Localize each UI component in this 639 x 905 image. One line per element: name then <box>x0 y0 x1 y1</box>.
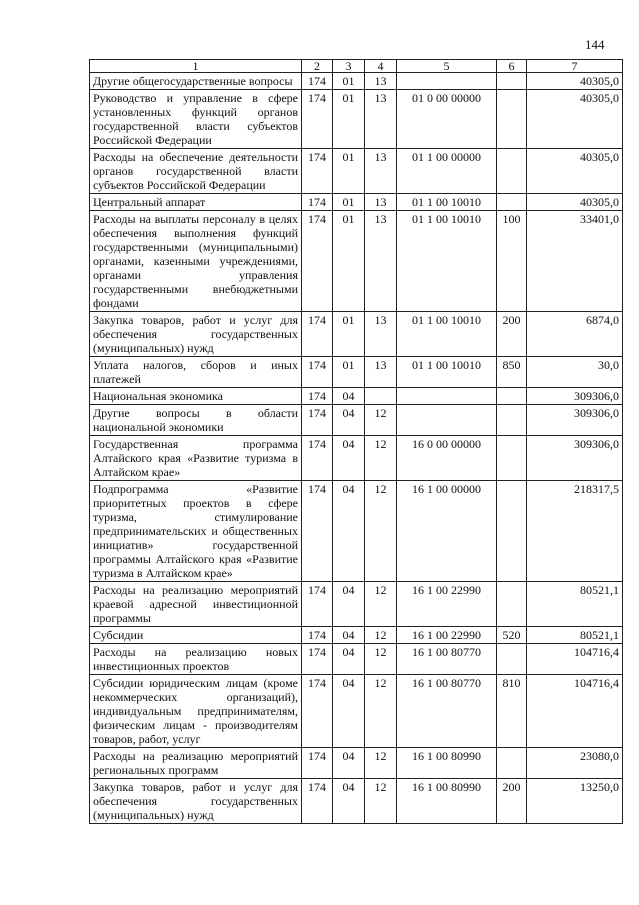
row-target-article-cell: 16 1 00 80770 <box>397 644 497 675</box>
header-cell-4: 4 <box>365 60 397 73</box>
row-section-code-cell: 04 <box>333 627 365 644</box>
row-section-code-cell: 04 <box>333 436 365 481</box>
table-row <box>90 90 623 149</box>
row-target-article-cell: 16 1 00 22990 <box>397 582 497 627</box>
row-target-article-cell: 16 1 00 00000 <box>397 481 497 582</box>
row-target-article-cell: 16 1 00 22990 <box>397 627 497 644</box>
row-ministry-code-cell: 174 <box>302 194 333 211</box>
row-name-cell: Расходы на выплаты персоналу в целях обеспечения выполнения функций государственными (муниципальными) органами, казенными учреждениями, органами управления государственными внебюджетными фондами <box>90 211 302 312</box>
row-amount-cell: 218317,5 <box>527 481 623 582</box>
header-cell-1: 1 <box>90 60 302 73</box>
row-section-code-cell: 04 <box>333 675 365 748</box>
row-target-article-cell: 01 1 00 00000 <box>397 149 497 194</box>
row-section-code-cell: 01 <box>333 211 365 312</box>
row-name-cell: Руководство и управление в сфере установленных функций органов государственной власти субъектов Российской Федерации <box>90 90 302 149</box>
row-ministry-code-cell: 174 <box>302 627 333 644</box>
row-subsection-code-cell: 12 <box>365 779 397 824</box>
row-name-cell: Центральный аппарат <box>90 194 302 211</box>
table-body <box>90 73 623 824</box>
row-name-cell: Расходы на обеспечение деятельности органов государственной власти субъектов Российской Федерации <box>90 149 302 194</box>
table-row <box>90 388 623 405</box>
table-row <box>90 436 623 481</box>
row-target-article-cell <box>397 405 497 436</box>
row-subsection-code-cell: 12 <box>365 405 397 436</box>
row-name-cell: Закупка товаров, работ и услуг для обеспечения государственных (муниципальных) нужд <box>90 779 302 824</box>
table-row <box>90 73 623 90</box>
row-expense-type-cell: 100 <box>497 211 527 312</box>
row-expense-type-cell <box>497 405 527 436</box>
row-amount-cell: 104716,4 <box>527 675 623 748</box>
row-expense-type-cell <box>497 149 527 194</box>
table-row <box>90 627 623 644</box>
row-subsection-code-cell: 12 <box>365 436 397 481</box>
row-expense-type-cell: 850 <box>497 357 527 388</box>
row-ministry-code-cell: 174 <box>302 436 333 481</box>
header-cell-2: 2 <box>302 60 333 73</box>
table-row <box>90 357 623 388</box>
row-amount-cell: 309306,0 <box>527 388 623 405</box>
row-section-code-cell: 01 <box>333 149 365 194</box>
row-target-article-cell: 01 1 00 10010 <box>397 194 497 211</box>
row-subsection-code-cell: 13 <box>365 194 397 211</box>
row-target-article-cell: 16 0 00 00000 <box>397 436 497 481</box>
row-subsection-code-cell: 12 <box>365 644 397 675</box>
row-name-cell: Расходы на реализацию мероприятий региональных программ <box>90 748 302 779</box>
row-expense-type-cell: 810 <box>497 675 527 748</box>
row-section-code-cell: 04 <box>333 582 365 627</box>
row-expense-type-cell <box>497 388 527 405</box>
header-row <box>90 60 623 73</box>
row-target-article-cell: 16 1 00 80770 <box>397 675 497 748</box>
row-amount-cell: 13250,0 <box>527 779 623 824</box>
row-subsection-code-cell: 13 <box>365 73 397 90</box>
budget-table <box>89 59 623 824</box>
row-amount-cell: 309306,0 <box>527 405 623 436</box>
row-ministry-code-cell: 174 <box>302 748 333 779</box>
row-target-article-cell: 01 1 00 10010 <box>397 357 497 388</box>
row-ministry-code-cell: 174 <box>302 357 333 388</box>
row-ministry-code-cell: 174 <box>302 644 333 675</box>
page-number: 144 <box>585 37 605 52</box>
row-section-code-cell: 04 <box>333 644 365 675</box>
row-expense-type-cell: 200 <box>497 779 527 824</box>
row-expense-type-cell: 200 <box>497 312 527 357</box>
row-amount-cell: 6874,0 <box>527 312 623 357</box>
row-target-article-cell: 01 1 00 10010 <box>397 211 497 312</box>
row-ministry-code-cell: 174 <box>302 779 333 824</box>
row-ministry-code-cell: 174 <box>302 481 333 582</box>
row-target-article-cell <box>397 388 497 405</box>
row-section-code-cell: 04 <box>333 748 365 779</box>
row-name-cell: Другие общегосударственные вопросы <box>90 73 302 90</box>
header-cell-5: 5 <box>397 60 497 73</box>
row-amount-cell: 80521,1 <box>527 582 623 627</box>
table-row <box>90 312 623 357</box>
row-subsection-code-cell: 13 <box>365 312 397 357</box>
row-name-cell: Расходы на реализацию мероприятий краевой адресной инвестиционной программы <box>90 582 302 627</box>
row-target-article-cell: 16 1 00 80990 <box>397 779 497 824</box>
header-cell-3: 3 <box>333 60 365 73</box>
row-target-article-cell: 16 1 00 80990 <box>397 748 497 779</box>
table-row <box>90 582 623 627</box>
row-section-code-cell: 01 <box>333 312 365 357</box>
row-subsection-code-cell: 12 <box>365 675 397 748</box>
table-row <box>90 194 623 211</box>
row-amount-cell: 30,0 <box>527 357 623 388</box>
table-row <box>90 405 623 436</box>
row-section-code-cell: 04 <box>333 405 365 436</box>
row-amount-cell: 309306,0 <box>527 436 623 481</box>
table-row <box>90 481 623 582</box>
row-amount-cell: 23080,0 <box>527 748 623 779</box>
row-amount-cell: 80521,1 <box>527 627 623 644</box>
row-name-cell: Закупка товаров, работ и услуг для обеспечения государственных (муниципальных) нужд <box>90 312 302 357</box>
row-ministry-code-cell: 174 <box>302 211 333 312</box>
header-cell-6: 6 <box>497 60 527 73</box>
row-amount-cell: 40305,0 <box>527 90 623 149</box>
row-amount-cell: 40305,0 <box>527 149 623 194</box>
row-name-cell: Государственная программа Алтайского края «Развитие туризма в Алтайском крае» <box>90 436 302 481</box>
row-section-code-cell: 04 <box>333 388 365 405</box>
row-expense-type-cell <box>497 194 527 211</box>
row-name-cell: Субсидии юридическим лицам (кроме некоммерческих организаций), индивидуальным предпринимателям, физическим лицам - производителям товаров, работ, услуг <box>90 675 302 748</box>
row-name-cell: Национальная экономика <box>90 388 302 405</box>
table-row <box>90 211 623 312</box>
row-expense-type-cell <box>497 90 527 149</box>
table-row <box>90 149 623 194</box>
row-ministry-code-cell: 174 <box>302 312 333 357</box>
row-section-code-cell: 01 <box>333 73 365 90</box>
row-expense-type-cell <box>497 481 527 582</box>
row-subsection-code-cell: 12 <box>365 481 397 582</box>
row-section-code-cell: 01 <box>333 194 365 211</box>
row-subsection-code-cell: 12 <box>365 748 397 779</box>
row-amount-cell: 40305,0 <box>527 194 623 211</box>
table-row <box>90 779 623 824</box>
row-expense-type-cell <box>497 582 527 627</box>
row-expense-type-cell <box>497 644 527 675</box>
row-section-code-cell: 01 <box>333 90 365 149</box>
row-expense-type-cell <box>497 73 527 90</box>
row-name-cell: Уплата налогов, сборов и иных платежей <box>90 357 302 388</box>
row-subsection-code-cell <box>365 388 397 405</box>
row-section-code-cell: 01 <box>333 357 365 388</box>
header-cell-7: 7 <box>527 60 623 73</box>
row-ministry-code-cell: 174 <box>302 90 333 149</box>
row-ministry-code-cell: 174 <box>302 388 333 405</box>
row-ministry-code-cell: 174 <box>302 73 333 90</box>
row-target-article-cell <box>397 73 497 90</box>
row-subsection-code-cell: 13 <box>365 90 397 149</box>
row-amount-cell: 40305,0 <box>527 73 623 90</box>
row-target-article-cell: 01 0 00 00000 <box>397 90 497 149</box>
row-subsection-code-cell: 12 <box>365 582 397 627</box>
row-subsection-code-cell: 12 <box>365 627 397 644</box>
row-subsection-code-cell: 13 <box>365 149 397 194</box>
row-expense-type-cell: 520 <box>497 627 527 644</box>
row-ministry-code-cell: 174 <box>302 582 333 627</box>
row-name-cell: Субсидии <box>90 627 302 644</box>
row-section-code-cell: 04 <box>333 481 365 582</box>
row-target-article-cell: 01 1 00 10010 <box>397 312 497 357</box>
row-amount-cell: 104716,4 <box>527 644 623 675</box>
table-row <box>90 748 623 779</box>
row-section-code-cell: 04 <box>333 779 365 824</box>
table-row <box>90 644 623 675</box>
row-subsection-code-cell: 13 <box>365 357 397 388</box>
row-ministry-code-cell: 174 <box>302 675 333 748</box>
row-name-cell: Подпрограмма «Развитие приоритетных проектов в сфере туризма, стимулирование предпринимательских и общественных инициатив» государственной программы Алтайского края «Развитие туризма в Алтайском крае» <box>90 481 302 582</box>
row-expense-type-cell <box>497 748 527 779</box>
row-name-cell: Расходы на реализацию новых инвестиционных проектов <box>90 644 302 675</box>
table-row <box>90 675 623 748</box>
row-expense-type-cell <box>497 436 527 481</box>
row-ministry-code-cell: 174 <box>302 405 333 436</box>
row-subsection-code-cell: 13 <box>365 211 397 312</box>
row-ministry-code-cell: 174 <box>302 149 333 194</box>
row-name-cell: Другие вопросы в области национальной экономики <box>90 405 302 436</box>
row-amount-cell: 33401,0 <box>527 211 623 312</box>
